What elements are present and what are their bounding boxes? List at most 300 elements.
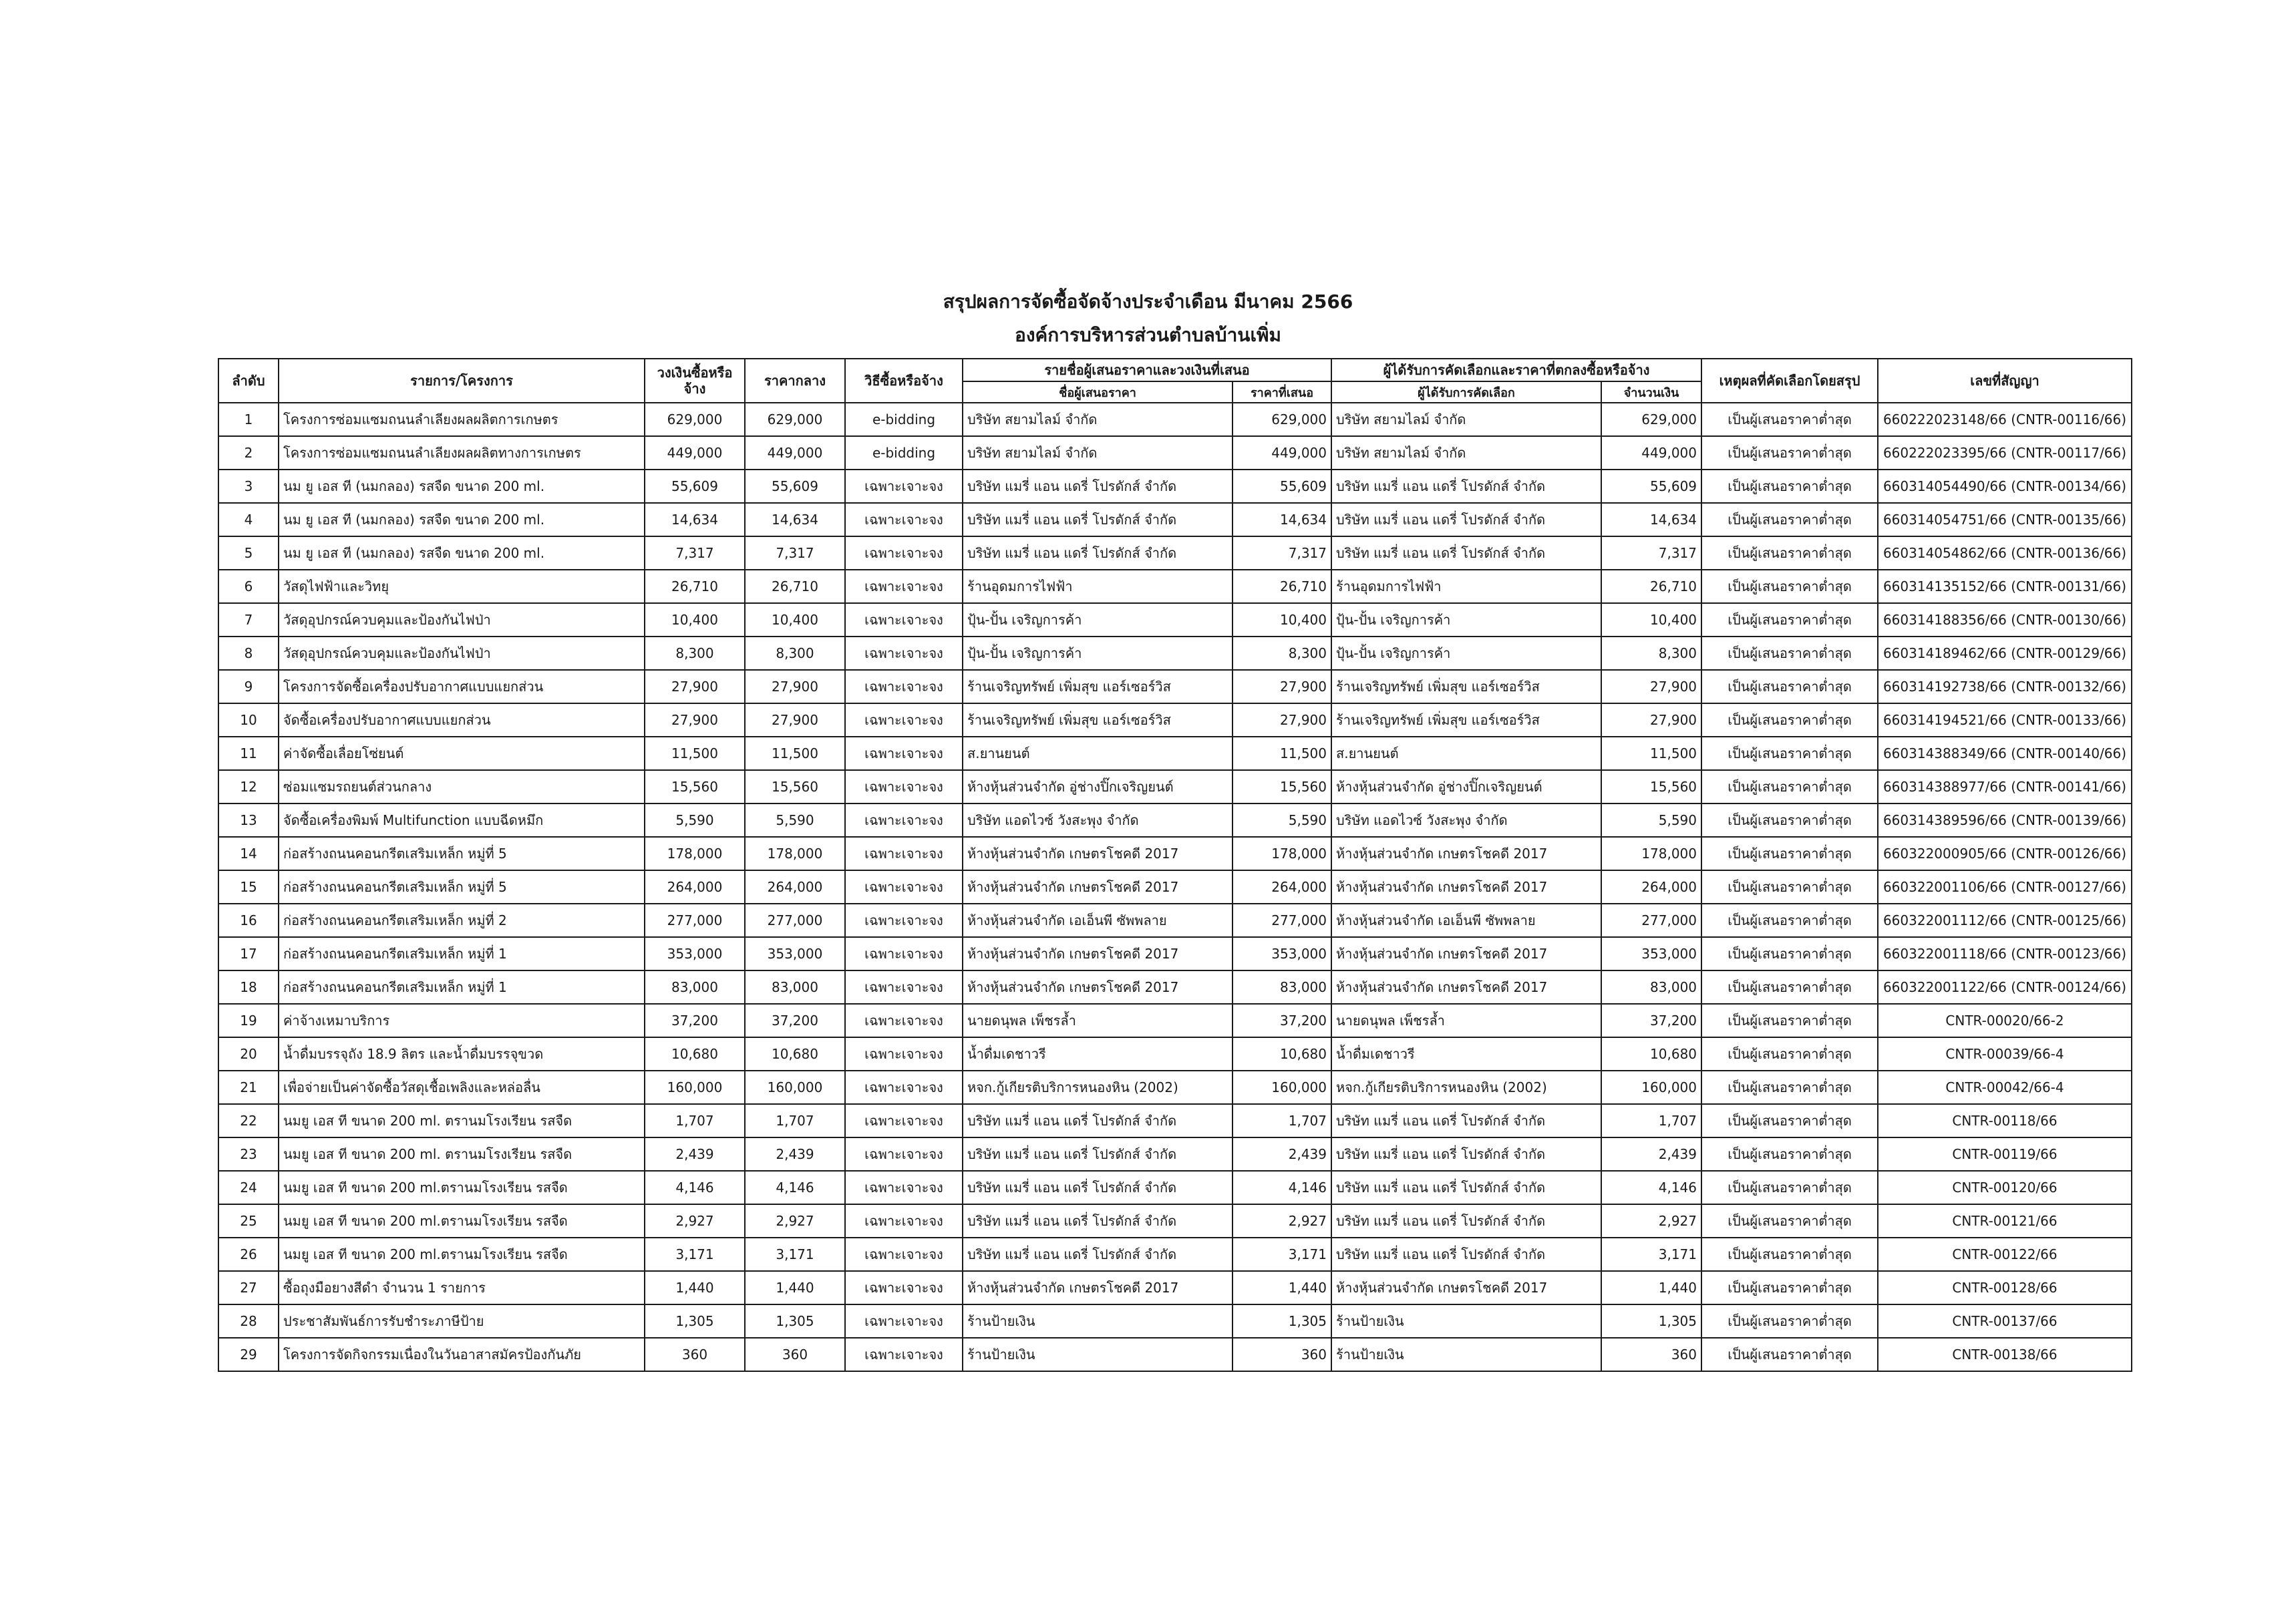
cell-bid-price: 449,000: [1233, 436, 1331, 470]
cell-contract-amount: 629,000: [1601, 403, 1701, 436]
cell-row-number: 20: [218, 1037, 279, 1071]
cell-procurement-method: เฉพาะเจาะจง: [845, 770, 963, 803]
cell-bid-price: 277,000: [1233, 904, 1331, 937]
cell-contract-amount: 7,317: [1601, 536, 1701, 570]
header-method: วิธีซื้อหรือจ้าง: [845, 359, 963, 403]
cell-contract-number: CNTR-00122/66: [1878, 1238, 2132, 1271]
document-title: สรุปผลการจัดซื้อจัดจ้างประจำเดือน มีนาคม 2566: [943, 291, 1353, 313]
cell-winner-name: น้ำดื่มเดชาวรี: [1331, 1037, 1601, 1071]
cell-item-name: ซ่อมแซมรถยนต์ส่วนกลาง: [279, 770, 645, 803]
cell-budget-amount: 5,590: [645, 803, 745, 837]
table-row: [218, 904, 2132, 937]
cell-row-number: 9: [218, 670, 279, 703]
cell-budget-amount: 2,927: [645, 1204, 745, 1238]
cell-contract-amount: 5,590: [1601, 803, 1701, 837]
cell-row-number: 23: [218, 1137, 279, 1171]
cell-bid-price: 629,000: [1233, 403, 1331, 436]
cell-bidder-name: ร้านเจริญทรัพย์ เพิ่มสุข แอร์เซอร์วิส: [963, 670, 1233, 703]
cell-bidder-name: บริษัท แมรี่ แอน แดรี่ โปรดักส์ จำกัด: [963, 1137, 1233, 1171]
cell-procurement-method: เฉพาะเจาะจง: [845, 470, 963, 503]
cell-bid-price: 360: [1233, 1338, 1331, 1371]
cell-budget-amount: 3,171: [645, 1238, 745, 1271]
header-winner-group: ผู้ได้รับการคัดเลือกและราคาที่ตกลงซื้อหรือจ้าง: [1331, 359, 1701, 381]
cell-bidder-name: บริษัท สยามไลม์ จำกัด: [963, 436, 1233, 470]
table-row: [218, 703, 2132, 737]
header-amount: จำนวนเงิน: [1601, 381, 1701, 403]
cell-median-price: 178,000: [745, 837, 845, 870]
cell-winner-name: ห้างหุ้นส่วนจำกัด เกษตรโชคดี 2017: [1331, 937, 1601, 970]
header-budget: วงเงินซื้อหรือจ้าง: [645, 359, 745, 403]
cell-bidder-name: บริษัท สยามไลม์ จำกัด: [963, 403, 1233, 436]
cell-row-number: 15: [218, 870, 279, 904]
table-row: [218, 1271, 2132, 1304]
cell-selection-reason: เป็นผู้เสนอราคาต่ำสุด: [1701, 1071, 1878, 1104]
cell-winner-name: ร้านเจริญทรัพย์ เพิ่มสุข แอร์เซอร์วิส: [1331, 703, 1601, 737]
cell-contract-number: CNTR-00138/66: [1878, 1338, 2132, 1371]
cell-bid-price: 27,900: [1233, 670, 1331, 703]
cell-procurement-method: เฉพาะเจาะจง: [845, 737, 963, 770]
cell-procurement-method: เฉพาะเจาะจง: [845, 703, 963, 737]
cell-row-number: 27: [218, 1271, 279, 1304]
cell-winner-name: ห้างหุ้นส่วนจำกัด อู่ช่างปิ๊กเจริญยนต์: [1331, 770, 1601, 803]
cell-contract-number: 660314054490/66 (CNTR-00134/66): [1878, 470, 2132, 503]
cell-median-price: 2,927: [745, 1204, 845, 1238]
cell-median-price: 14,634: [745, 503, 845, 536]
cell-bid-price: 160,000: [1233, 1071, 1331, 1104]
cell-bidder-name: ปุ้น-ปั้น เจริญการค้า: [963, 603, 1233, 637]
cell-selection-reason: เป็นผู้เสนอราคาต่ำสุด: [1701, 970, 1878, 1004]
cell-winner-name: บริษัท สยามไลม์ จำกัด: [1331, 403, 1601, 436]
cell-procurement-method: เฉพาะเจาะจง: [845, 503, 963, 536]
cell-winner-name: ห้างหุ้นส่วนจำกัด เกษตรโชคดี 2017: [1331, 1271, 1601, 1304]
cell-winner-name: ปุ้น-ปั้น เจริญการค้า: [1331, 637, 1601, 670]
cell-item-name: โครงการจัดซื้อเครื่องปรับอากาศแบบแยกส่วน: [279, 670, 645, 703]
header-bid-price: ราคาที่เสนอ: [1233, 381, 1331, 403]
cell-winner-name: บริษัท แมรี่ แอน แดรี่ โปรดักส์ จำกัด: [1331, 503, 1601, 536]
cell-row-number: 24: [218, 1171, 279, 1204]
cell-item-name: นมยู เอส ที ขนาด 200 ml.ตรานมโรงเรียน รสจืด: [279, 1204, 645, 1238]
cell-median-price: 264,000: [745, 870, 845, 904]
cell-bidder-name: ห้างหุ้นส่วนจำกัด เกษตรโชคดี 2017: [963, 970, 1233, 1004]
cell-selection-reason: เป็นผู้เสนอราคาต่ำสุด: [1701, 737, 1878, 770]
cell-contract-number: 660314054862/66 (CNTR-00136/66): [1878, 536, 2132, 570]
cell-selection-reason: เป็นผู้เสนอราคาต่ำสุด: [1701, 803, 1878, 837]
cell-selection-reason: เป็นผู้เสนอราคาต่ำสุด: [1701, 536, 1878, 570]
cell-winner-name: บริษัท แมรี่ แอน แดรี่ โปรดักส์ จำกัด: [1331, 1137, 1601, 1171]
cell-budget-amount: 10,680: [645, 1037, 745, 1071]
cell-item-name: ค่าจ้างเหมาบริการ: [279, 1004, 645, 1037]
cell-bidder-name: ห้างหุ้นส่วนจำกัด เอเอ็นพี ซัพพลาย: [963, 904, 1233, 937]
cell-contract-amount: 15,560: [1601, 770, 1701, 803]
cell-contract-number: 660314135152/66 (CNTR-00131/66): [1878, 570, 2132, 603]
cell-contract-amount: 2,927: [1601, 1204, 1701, 1238]
header-reason: เหตุผลที่คัดเลือกโดยสรุป: [1701, 359, 1878, 403]
cell-bid-price: 5,590: [1233, 803, 1331, 837]
cell-selection-reason: เป็นผู้เสนอราคาต่ำสุด: [1701, 403, 1878, 436]
cell-contract-amount: 1,305: [1601, 1304, 1701, 1338]
cell-contract-number: CNTR-00118/66: [1878, 1104, 2132, 1137]
cell-contract-number: CNTR-00020/66-2: [1878, 1004, 2132, 1037]
cell-contract-number: 660222023395/66 (CNTR-00117/66): [1878, 436, 2132, 470]
cell-bid-price: 37,200: [1233, 1004, 1331, 1037]
cell-budget-amount: 14,634: [645, 503, 745, 536]
cell-bid-price: 55,609: [1233, 470, 1331, 503]
cell-bidder-name: บริษัท แมรี่ แอน แดรี่ โปรดักส์ จำกัด: [963, 1171, 1233, 1204]
cell-budget-amount: 264,000: [645, 870, 745, 904]
cell-row-number: 12: [218, 770, 279, 803]
cell-procurement-method: เฉพาะเจาะจง: [845, 1204, 963, 1238]
cell-median-price: 5,590: [745, 803, 845, 837]
cell-bid-price: 7,317: [1233, 536, 1331, 570]
cell-budget-amount: 1,305: [645, 1304, 745, 1338]
cell-bidder-name: ห้างหุ้นส่วนจำกัด เกษตรโชคดี 2017: [963, 837, 1233, 870]
cell-item-name: วัสดุอุปกรณ์ควบคุมและป้องกันไฟป่า: [279, 603, 645, 637]
cell-bidder-name: บริษัท แอดไวซ์ วังสะพุง จำกัด: [963, 803, 1233, 837]
cell-median-price: 55,609: [745, 470, 845, 503]
cell-item-name: ก่อสร้างถนนคอนกรีตเสริมเหล็ก หมู่ที่ 1: [279, 970, 645, 1004]
cell-procurement-method: เฉพาะเจาะจง: [845, 570, 963, 603]
table-row: [218, 1004, 2132, 1037]
cell-bid-price: 353,000: [1233, 937, 1331, 970]
cell-budget-amount: 15,560: [645, 770, 745, 803]
cell-selection-reason: เป็นผู้เสนอราคาต่ำสุด: [1701, 503, 1878, 536]
cell-median-price: 27,900: [745, 703, 845, 737]
cell-row-number: 5: [218, 536, 279, 570]
cell-contract-number: 660314188356/66 (CNTR-00130/66): [1878, 603, 2132, 637]
cell-row-number: 10: [218, 703, 279, 737]
cell-item-name: นมยู เอส ที ขนาด 200 ml.ตรานมโรงเรียน รสจืด: [279, 1238, 645, 1271]
cell-item-name: โครงการซ่อมแซมถนนลำเลียงผลผลิตทางการเกษตร: [279, 436, 645, 470]
cell-contract-number: CNTR-00137/66: [1878, 1304, 2132, 1338]
cell-budget-amount: 10,400: [645, 603, 745, 637]
table-row: [218, 1238, 2132, 1271]
header-item: รายการ/โครงการ: [279, 359, 645, 403]
cell-median-price: 10,680: [745, 1037, 845, 1071]
table-row: [218, 937, 2132, 970]
cell-bidder-name: บริษัท แมรี่ แอน แดรี่ โปรดักส์ จำกัด: [963, 536, 1233, 570]
cell-procurement-method: เฉพาะเจาะจง: [845, 1137, 963, 1171]
cell-contract-amount: 27,900: [1601, 703, 1701, 737]
cell-contract-number: 660314389596/66 (CNTR-00139/66): [1878, 803, 2132, 837]
table-row: [218, 737, 2132, 770]
cell-procurement-method: เฉพาะเจาะจง: [845, 1304, 963, 1338]
cell-selection-reason: เป็นผู้เสนอราคาต่ำสุด: [1701, 1238, 1878, 1271]
cell-row-number: 26: [218, 1238, 279, 1271]
cell-selection-reason: เป็นผู้เสนอราคาต่ำสุด: [1701, 1004, 1878, 1037]
cell-budget-amount: 449,000: [645, 436, 745, 470]
cell-selection-reason: เป็นผู้เสนอราคาต่ำสุด: [1701, 1104, 1878, 1137]
table-row: [218, 536, 2132, 570]
cell-bidder-name: ห้างหุ้นส่วนจำกัด เกษตรโชคดี 2017: [963, 1271, 1233, 1304]
cell-row-number: 1: [218, 403, 279, 436]
cell-row-number: 22: [218, 1104, 279, 1137]
cell-budget-amount: 37,200: [645, 1004, 745, 1037]
table-row: [218, 770, 2132, 803]
cell-row-number: 19: [218, 1004, 279, 1037]
cell-selection-reason: เป็นผู้เสนอราคาต่ำสุด: [1701, 1338, 1878, 1371]
cell-contract-amount: 178,000: [1601, 837, 1701, 870]
procurement-table: [218, 358, 2132, 1372]
cell-selection-reason: เป็นผู้เสนอราคาต่ำสุด: [1701, 436, 1878, 470]
cell-procurement-method: เฉพาะเจาะจง: [845, 1071, 963, 1104]
table-row: [218, 1137, 2132, 1171]
cell-item-name: นม ยู เอส ที (นมกลอง) รสจืด ขนาด 200 ml.: [279, 503, 645, 536]
cell-selection-reason: เป็นผู้เสนอราคาต่ำสุด: [1701, 603, 1878, 637]
header-winner-name: ผู้ได้รับการคัดเลือก: [1331, 381, 1601, 403]
cell-budget-amount: 8,300: [645, 637, 745, 670]
cell-budget-amount: 1,440: [645, 1271, 745, 1304]
cell-contract-amount: 360: [1601, 1338, 1701, 1371]
cell-contract-number: 660322001122/66 (CNTR-00124/66): [1878, 970, 2132, 1004]
cell-winner-name: บริษัท แมรี่ แอน แดรี่ โปรดักส์ จำกัด: [1331, 1238, 1601, 1271]
cell-winner-name: ร้านอุดมการไฟฟ้า: [1331, 570, 1601, 603]
cell-item-name: นมยู เอส ที ขนาด 200 ml. ตรานมโรงเรียน รสจืด: [279, 1104, 645, 1137]
cell-contract-number: CNTR-00121/66: [1878, 1204, 2132, 1238]
cell-contract-number: 660314194521/66 (CNTR-00133/66): [1878, 703, 2132, 737]
cell-budget-amount: 4,146: [645, 1171, 745, 1204]
cell-budget-amount: 360: [645, 1338, 745, 1371]
cell-item-name: น้ำดื่มบรรจุถัง 18.9 ลิตร และน้ำดื่มบรรจุขวด: [279, 1037, 645, 1071]
cell-contract-number: 660322001112/66 (CNTR-00125/66): [1878, 904, 2132, 937]
cell-contract-amount: 8,300: [1601, 637, 1701, 670]
cell-budget-amount: 353,000: [645, 937, 745, 970]
cell-bidder-name: ห้างหุ้นส่วนจำกัด เกษตรโชคดี 2017: [963, 937, 1233, 970]
cell-budget-amount: 26,710: [645, 570, 745, 603]
cell-winner-name: ปุ้น-ปั้น เจริญการค้า: [1331, 603, 1601, 637]
document-subtitle: องค์การบริหารส่วนตำบลบ้านเพิ่ม: [1015, 324, 1281, 346]
cell-winner-name: บริษัท สยามไลม์ จำกัด: [1331, 436, 1601, 470]
cell-contract-amount: 37,200: [1601, 1004, 1701, 1037]
cell-contract-number: CNTR-00119/66: [1878, 1137, 2132, 1171]
cell-contract-number: 660314192738/66 (CNTR-00132/66): [1878, 670, 2132, 703]
cell-winner-name: บริษัท แมรี่ แอน แดรี่ โปรดักส์ จำกัด: [1331, 536, 1601, 570]
table-row: [218, 837, 2132, 870]
cell-bidder-name: น้ำดื่มเดชาวรี: [963, 1037, 1233, 1071]
cell-item-name: นมยู เอส ที ขนาด 200 ml.ตรานมโรงเรียน รสจืด: [279, 1171, 645, 1204]
cell-median-price: 4,146: [745, 1171, 845, 1204]
cell-row-number: 2: [218, 436, 279, 470]
cell-row-number: 4: [218, 503, 279, 536]
cell-median-price: 1,305: [745, 1304, 845, 1338]
cell-contract-amount: 14,634: [1601, 503, 1701, 536]
cell-procurement-method: เฉพาะเจาะจง: [845, 1238, 963, 1271]
cell-contract-number: CNTR-00042/66-4: [1878, 1071, 2132, 1104]
table-row: [218, 503, 2132, 536]
cell-median-price: 160,000: [745, 1071, 845, 1104]
cell-row-number: 14: [218, 837, 279, 870]
cell-bid-price: 15,560: [1233, 770, 1331, 803]
table-header: [218, 359, 2132, 403]
cell-budget-amount: 178,000: [645, 837, 745, 870]
cell-winner-name: ห้างหุ้นส่วนจำกัด เกษตรโชคดี 2017: [1331, 870, 1601, 904]
cell-median-price: 27,900: [745, 670, 845, 703]
table-row: [218, 1071, 2132, 1104]
cell-selection-reason: เป็นผู้เสนอราคาต่ำสุด: [1701, 1171, 1878, 1204]
table-row: [218, 803, 2132, 837]
cell-selection-reason: เป็นผู้เสนอราคาต่ำสุด: [1701, 703, 1878, 737]
cell-bidder-name: ร้านป้ายเงิน: [963, 1338, 1233, 1371]
cell-bidder-name: ส.ยานยนต์: [963, 737, 1233, 770]
cell-bidder-name: ร้านเจริญทรัพย์ เพิ่มสุข แอร์เซอร์วิส: [963, 703, 1233, 737]
cell-procurement-method: เฉพาะเจาะจง: [845, 536, 963, 570]
cell-bidder-name: นายดนุพล เพ็ชรล้ำ: [963, 1004, 1233, 1037]
table-row: [218, 1171, 2132, 1204]
table-row: [218, 1037, 2132, 1071]
cell-item-name: ก่อสร้างถนนคอนกรีตเสริมเหล็ก หมู่ที่ 2: [279, 904, 645, 937]
cell-selection-reason: เป็นผู้เสนอราคาต่ำสุด: [1701, 670, 1878, 703]
cell-procurement-method: เฉพาะเจาะจง: [845, 1104, 963, 1137]
table-row: [218, 603, 2132, 637]
cell-contract-amount: 1,707: [1601, 1104, 1701, 1137]
cell-procurement-method: e-bidding: [845, 403, 963, 436]
cell-procurement-method: เฉพาะเจาะจง: [845, 904, 963, 937]
header-median-price: ราคากลาง: [745, 359, 845, 403]
table-row: [218, 470, 2132, 503]
cell-median-price: 10,400: [745, 603, 845, 637]
cell-row-number: 21: [218, 1071, 279, 1104]
cell-bidder-name: บริษัท แมรี่ แอน แดรี่ โปรดักส์ จำกัด: [963, 1104, 1233, 1137]
cell-row-number: 3: [218, 470, 279, 503]
cell-median-price: 83,000: [745, 970, 845, 1004]
cell-item-name: นม ยู เอส ที (นมกลอง) รสจืด ขนาด 200 ml.: [279, 470, 645, 503]
cell-row-number: 13: [218, 803, 279, 837]
cell-item-name: ก่อสร้างถนนคอนกรีตเสริมเหล็ก หมู่ที่ 1: [279, 937, 645, 970]
cell-selection-reason: เป็นผู้เสนอราคาต่ำสุด: [1701, 570, 1878, 603]
cell-contract-amount: 160,000: [1601, 1071, 1701, 1104]
cell-selection-reason: เป็นผู้เสนอราคาต่ำสุด: [1701, 904, 1878, 937]
cell-selection-reason: เป็นผู้เสนอราคาต่ำสุด: [1701, 1204, 1878, 1238]
cell-bidder-name: ร้านป้ายเงิน: [963, 1304, 1233, 1338]
cell-contract-number: 660314388349/66 (CNTR-00140/66): [1878, 737, 2132, 770]
cell-procurement-method: เฉพาะเจาะจง: [845, 603, 963, 637]
table-row: [218, 637, 2132, 670]
cell-contract-amount: 26,710: [1601, 570, 1701, 603]
cell-procurement-method: เฉพาะเจาะจง: [845, 837, 963, 870]
cell-procurement-method: เฉพาะเจาะจง: [845, 1171, 963, 1204]
cell-bidder-name: บริษัท แมรี่ แอน แดรี่ โปรดักส์ จำกัด: [963, 470, 1233, 503]
table-row: [218, 1104, 2132, 1137]
cell-contract-amount: 83,000: [1601, 970, 1701, 1004]
cell-bid-price: 26,710: [1233, 570, 1331, 603]
cell-bidder-name: บริษัท แมรี่ แอน แดรี่ โปรดักส์ จำกัด: [963, 1204, 1233, 1238]
cell-median-price: 277,000: [745, 904, 845, 937]
cell-item-name: ประชาสัมพันธ์การรับชำระภาษีป้าย: [279, 1304, 645, 1338]
cell-procurement-method: เฉพาะเจาะจง: [845, 1004, 963, 1037]
cell-procurement-method: เฉพาะเจาะจง: [845, 637, 963, 670]
cell-winner-name: หจก.กู้เกียรติบริการหนองหิน (2002): [1331, 1071, 1601, 1104]
cell-item-name: โครงการซ่อมแซมถนนลำเลียงผลผลิตการเกษตร: [279, 403, 645, 436]
cell-contract-number: 660314189462/66 (CNTR-00129/66): [1878, 637, 2132, 670]
cell-procurement-method: เฉพาะเจาะจง: [845, 803, 963, 837]
cell-median-price: 15,560: [745, 770, 845, 803]
cell-budget-amount: 27,900: [645, 703, 745, 737]
table-row: [218, 1204, 2132, 1238]
cell-bidder-name: ห้างหุ้นส่วนจำกัด เกษตรโชคดี 2017: [963, 870, 1233, 904]
cell-contract-amount: 11,500: [1601, 737, 1701, 770]
cell-bid-price: 1,305: [1233, 1304, 1331, 1338]
cell-contract-number: 660322000905/66 (CNTR-00126/66): [1878, 837, 2132, 870]
cell-contract-amount: 353,000: [1601, 937, 1701, 970]
cell-winner-name: บริษัท แมรี่ แอน แดรี่ โปรดักส์ จำกัด: [1331, 470, 1601, 503]
cell-item-name: ซื้อถุงมือยางสีดำ จำนวน 1 รายการ: [279, 1271, 645, 1304]
cell-contract-amount: 277,000: [1601, 904, 1701, 937]
cell-row-number: 6: [218, 570, 279, 603]
cell-budget-amount: 55,609: [645, 470, 745, 503]
cell-procurement-method: เฉพาะเจาะจง: [845, 1037, 963, 1071]
header-contract: เลขที่สัญญา: [1878, 359, 2132, 403]
cell-item-name: นม ยู เอส ที (นมกลอง) รสจืด ขนาด 200 ml.: [279, 536, 645, 570]
cell-contract-number: 660322001118/66 (CNTR-00123/66): [1878, 937, 2132, 970]
cell-item-name: จัดซื้อเครื่องพิมพ์ Multifunction แบบฉีดหมึก: [279, 803, 645, 837]
cell-bid-price: 11,500: [1233, 737, 1331, 770]
cell-procurement-method: เฉพาะเจาะจง: [845, 937, 963, 970]
cell-item-name: จัดซื้อเครื่องปรับอากาศแบบแยกส่วน: [279, 703, 645, 737]
cell-bid-price: 10,400: [1233, 603, 1331, 637]
cell-winner-name: ห้างหุ้นส่วนจำกัด เอเอ็นพี ซัพพลาย: [1331, 904, 1601, 937]
cell-winner-name: บริษัท แมรี่ แอน แดรี่ โปรดักส์ จำกัด: [1331, 1171, 1601, 1204]
cell-budget-amount: 2,439: [645, 1137, 745, 1171]
cell-item-name: เพื่อจ่ายเป็นค่าจัดซื้อวัสดุเชื้อเพลิงและหล่อลื่น: [279, 1071, 645, 1104]
cell-contract-number: CNTR-00128/66: [1878, 1271, 2132, 1304]
cell-median-price: 1,440: [745, 1271, 845, 1304]
cell-bidder-name: ปุ้น-ปั้น เจริญการค้า: [963, 637, 1233, 670]
table-row: [218, 403, 2132, 436]
cell-row-number: 29: [218, 1338, 279, 1371]
cell-median-price: 8,300: [745, 637, 845, 670]
cell-procurement-method: เฉพาะเจาะจง: [845, 870, 963, 904]
cell-contract-number: 660314054751/66 (CNTR-00135/66): [1878, 503, 2132, 536]
cell-row-number: 18: [218, 970, 279, 1004]
table-row: [218, 970, 2132, 1004]
cell-budget-amount: 27,900: [645, 670, 745, 703]
cell-bid-price: 264,000: [1233, 870, 1331, 904]
cell-selection-reason: เป็นผู้เสนอราคาต่ำสุด: [1701, 1137, 1878, 1171]
cell-procurement-method: เฉพาะเจาะจง: [845, 970, 963, 1004]
cell-contract-amount: 264,000: [1601, 870, 1701, 904]
cell-budget-amount: 83,000: [645, 970, 745, 1004]
cell-selection-reason: เป็นผู้เสนอราคาต่ำสุด: [1701, 637, 1878, 670]
cell-winner-name: บริษัท แอดไวซ์ วังสะพุง จำกัด: [1331, 803, 1601, 837]
table-row: [218, 570, 2132, 603]
cell-item-name: ก่อสร้างถนนคอนกรีตเสริมเหล็ก หมู่ที่ 5: [279, 837, 645, 870]
cell-procurement-method: เฉพาะเจาะจง: [845, 1271, 963, 1304]
cell-budget-amount: 160,000: [645, 1071, 745, 1104]
table-row: [218, 1304, 2132, 1338]
cell-median-price: 353,000: [745, 937, 845, 970]
cell-contract-number: CNTR-00039/66-4: [1878, 1037, 2132, 1071]
cell-median-price: 449,000: [745, 436, 845, 470]
cell-winner-name: บริษัท แมรี่ แอน แดรี่ โปรดักส์ จำกัด: [1331, 1204, 1601, 1238]
cell-item-name: วัสดุไฟฟ้าและวิทยุ: [279, 570, 645, 603]
cell-contract-amount: 10,680: [1601, 1037, 1701, 1071]
cell-item-name: โครงการจัดกิจกรรมเนื่องในวันอาสาสมัครป้องกันภัย: [279, 1338, 645, 1371]
cell-item-name: ค่าจัดซื้อเลื่อยโซ่ยนต์: [279, 737, 645, 770]
table-row: [218, 670, 2132, 703]
cell-item-name: วัสดุอุปกรณ์ควบคุมและป้องกันไฟป่า: [279, 637, 645, 670]
cell-budget-amount: 277,000: [645, 904, 745, 937]
cell-selection-reason: เป็นผู้เสนอราคาต่ำสุด: [1701, 1304, 1878, 1338]
cell-selection-reason: เป็นผู้เสนอราคาต่ำสุด: [1701, 837, 1878, 870]
cell-bid-price: 10,680: [1233, 1037, 1331, 1071]
cell-bidder-name: บริษัท แมรี่ แอน แดรี่ โปรดักส์ จำกัด: [963, 503, 1233, 536]
cell-budget-amount: 629,000: [645, 403, 745, 436]
cell-bid-price: 1,707: [1233, 1104, 1331, 1137]
cell-winner-name: นายดนุพล เพ็ชรล้ำ: [1331, 1004, 1601, 1037]
cell-contract-number: 660322001106/66 (CNTR-00127/66): [1878, 870, 2132, 904]
cell-contract-amount: 4,146: [1601, 1171, 1701, 1204]
cell-selection-reason: เป็นผู้เสนอราคาต่ำสุด: [1701, 1037, 1878, 1071]
table-body: [218, 403, 2132, 1371]
